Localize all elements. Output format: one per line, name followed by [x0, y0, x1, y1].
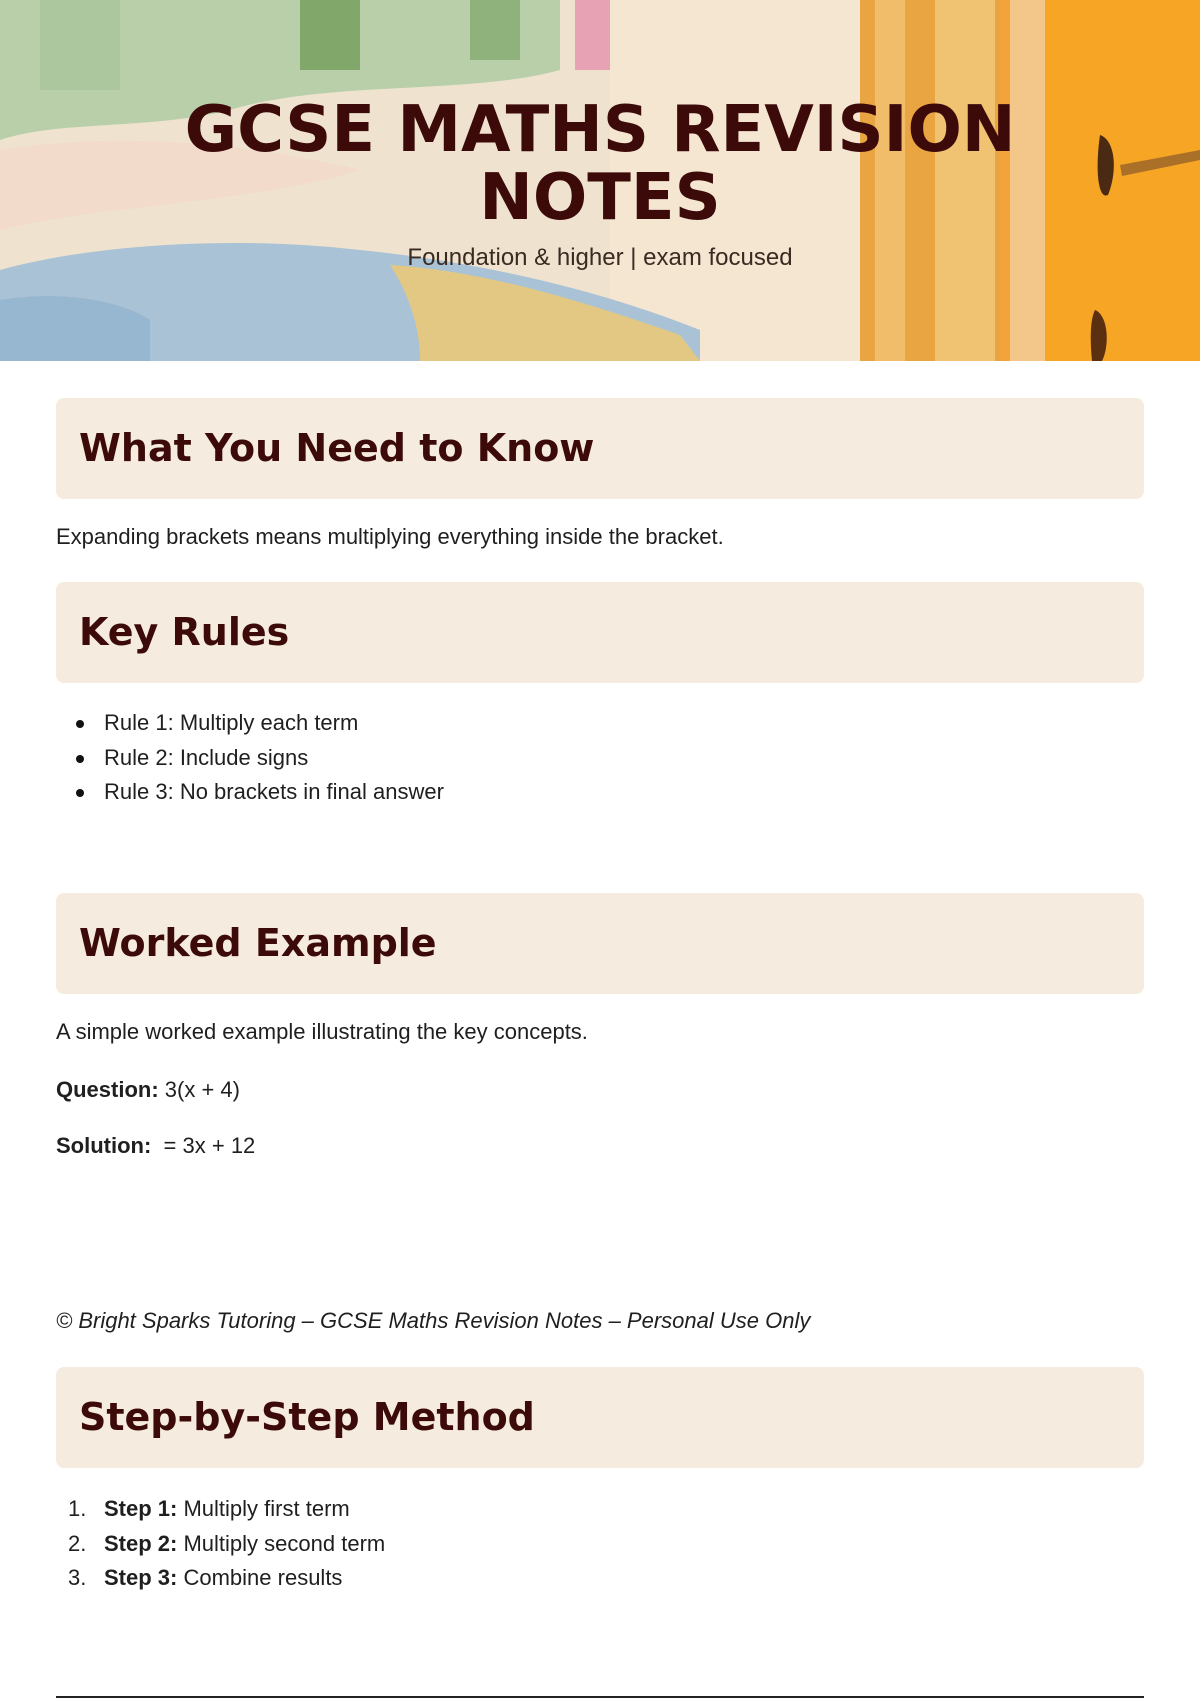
title-line-2: NOTES	[479, 161, 721, 235]
step-label: Step 1:	[104, 1496, 178, 1521]
step-number: 3.	[68, 1565, 87, 1590]
section-header-method	[56, 1367, 1144, 1468]
example-question	[56, 1077, 240, 1103]
step-text: Multiply first term	[183, 1496, 350, 1521]
rule-text: Rule 2: Include signs	[104, 744, 309, 770]
rules-list	[56, 706, 444, 810]
know-text: Expanding brackets means multiplying everything inside the bracket.	[56, 524, 724, 549]
section-heading-method: Step-by-Step Method	[79, 1395, 535, 1439]
question-value: 3(x + 4)	[164, 1077, 240, 1102]
question-label: Question:	[56, 1077, 159, 1102]
step-label: Step 2:	[104, 1530, 178, 1556]
solution-value: = 3x + 12	[163, 1133, 256, 1158]
bullet-icon	[76, 720, 84, 728]
section-header-rules	[56, 582, 1144, 683]
section-heading-rules: Key Rules	[79, 610, 290, 654]
list-item	[56, 775, 444, 810]
example-solution	[56, 1133, 255, 1159]
section-heading-example: Worked Example	[79, 921, 437, 965]
step-number: 1.	[68, 1496, 87, 1521]
page-subtitle: Foundation & higher | exam focused	[407, 244, 793, 271]
step-text: Multiply second term	[183, 1530, 386, 1556]
rule-text: Rule 1: Multiply each term	[104, 710, 359, 735]
list-item	[56, 1561, 385, 1596]
solution-label: Solution:	[56, 1133, 152, 1158]
list-item	[56, 1492, 385, 1527]
step-text: Combine results	[183, 1565, 343, 1590]
example-intro: A simple worked example illustrating the key concepts.	[56, 1019, 588, 1044]
bullet-icon	[76, 755, 84, 763]
steps-list	[56, 1492, 385, 1596]
header-banner	[0, 0, 1200, 361]
list-item	[56, 706, 444, 741]
section-header-know	[56, 398, 1144, 499]
section-heading-know: What You Need to Know	[79, 426, 595, 470]
list-item	[56, 1527, 385, 1562]
step-number: 2.	[68, 1530, 87, 1556]
copyright-note: © Bright Sparks Tutoring – GCSE Maths Revision Notes – Personal Use Only	[56, 1308, 811, 1333]
step-label: Step 3:	[104, 1565, 178, 1590]
rule-text: Rule 3: No brackets in final answer	[104, 779, 444, 804]
bullet-icon	[76, 789, 84, 797]
list-item	[56, 741, 444, 776]
bottom-divider	[56, 1696, 1144, 1698]
title-line-1: GCSE MATHS REVISION	[184, 93, 1016, 167]
section-header-example	[56, 893, 1144, 994]
page-title	[0, 93, 1200, 235]
